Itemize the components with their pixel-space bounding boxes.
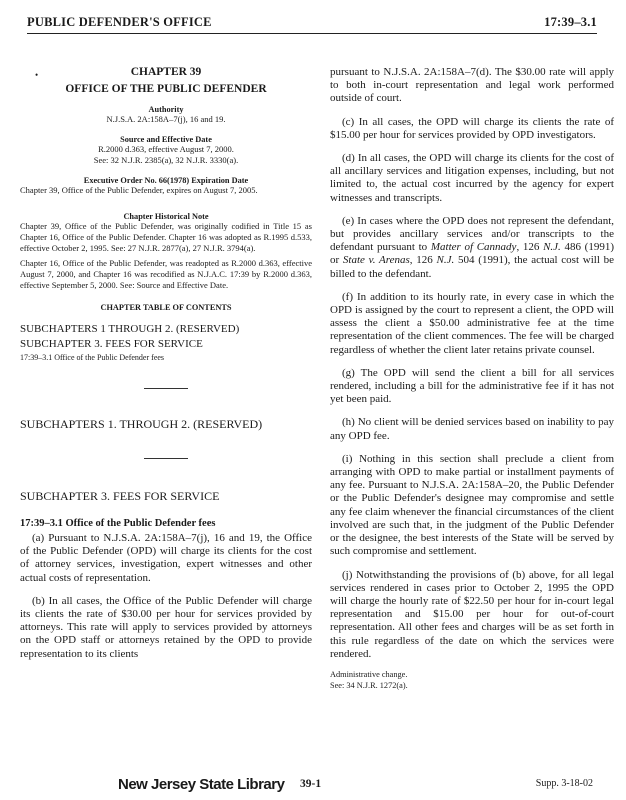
reporter-citation: N.J.: [543, 241, 561, 254]
toc-subchapters-1-2: SUBCHAPTERS 1 THROUGH 2. (RESERVED): [20, 323, 240, 335]
executive-order-heading: Executive Order No. 66(1978) Expiration Date: [83, 176, 249, 185]
historical-note-heading: Chapter Historical Note: [123, 212, 209, 221]
toc-section-3-1: 17:39–3.1 Office of the Public Defender fees: [20, 353, 165, 362]
toc-subchapter-3: SUBCHAPTER 3. FEES FOR SERVICE: [20, 338, 203, 350]
chapter-number: CHAPTER 39: [130, 66, 202, 78]
source-text-2: See: 32 N.J.R. 2385(a), 32 N.J.R. 3330(a).: [93, 155, 239, 165]
paragraph-d: (d) In all cases, the OPD will charge its clients for the cost of all ancillary services and litigation expenses, including, but not limited to, the actual cost incurred by the agency for expert witnesses and transcripts.: [330, 152, 614, 204]
paragraph-b: (b) In all cases, the Office of the Public Defender will charge its clients the rate of $30.00 per hour for services provided by attorneys. This rate will apply to services provided by attorneys on the OPD staff or attorneys retained by the OPD to provide representation to its clients: [20, 594, 312, 660]
paragraph-h: (h) No client will be denied services based on inability to pay any OPD fee.: [330, 416, 614, 442]
source-text-1: R.2000 d.363, effective August 7, 2000.: [98, 144, 234, 154]
reporter-citation: N.J.: [436, 254, 455, 267]
paragraph-e-text: 504 (1991), the actual cost will be billed to the defendant.: [330, 254, 615, 280]
administrative-change: Administrative change.: [330, 669, 408, 679]
paragraph-e: [330, 215, 614, 281]
paragraph-b-continued: pursuant to N.J.S.A. 2A:158A–7(d). The $30.00 rate will apply to both in-court representation and legal work performed outside of court.: [330, 66, 614, 105]
paragraph-f: (f) In addition to its hourly rate, in every case in which the OPD is assigned by the court to represent a client, the OPD will assess the client a $50.00 administrative fee at the time representation of the client commences. The fee will be charged regardless of whether the client later retains private counsel.: [330, 290, 614, 356]
divider: [144, 388, 188, 389]
case-citation: Matter of Cannady: [430, 241, 517, 254]
paragraph-c: (c) In all cases, the OPD will charge its clients the rate of $15.00 per hour for services provided by OPD investigators.: [330, 115, 614, 141]
toc-heading: CHAPTER TABLE OF CONTENTS: [100, 303, 232, 312]
paragraph-e-text: 486 (1991) or: [330, 241, 615, 267]
administrative-change-citation: See: 34 N.J.R. 1272(a).: [330, 680, 408, 690]
historical-note-2: Chapter 16, Office of the Public Defender, was readopted as R.2000 d.363, effective August 7, 2000, and Chapter 16 was recodified as N.J.A.C. 17:39 by R.2000 d.363, effective September 5, 2000. See: Source and Effective Date.: [20, 258, 312, 290]
library-watermark: New Jersey State Library: [118, 776, 285, 793]
chapter-title: OFFICE OF THE PUBLIC DEFENDER: [65, 83, 267, 95]
paragraph-g: (g) The OPD will send the client a bill for all services rendered, including a bill for the administrative fee if it has not yet been paid.: [330, 366, 614, 406]
paragraph-e-text: , 126: [516, 241, 544, 254]
header-section-number: 17:39–3.1: [544, 15, 597, 29]
paragraph-a: (a) Pursuant to N.J.S.A. 2A:158A–7(j), 16 and 19, the Office of the Public Defender (OPD) will charge its clients for the cost of attorney services, investigation, expert witnesses and other actual costs of representation.: [20, 532, 312, 584]
paragraph-e-text: , 126: [409, 254, 437, 267]
margin-mark: •: [35, 70, 39, 80]
paragraph-j: (j) Notwithstanding the provisions of (b) above, for all legal services rendered in cases prior to October 2, 1995 the OPD will charge the hourly rate of $22.50 per hour for in-court legal representation and $15.00 per hour for out-of-court representation. All other fees and charges will be as set forth in this rule regardless of the date on which the services were rendered.: [330, 568, 614, 660]
historical-note-1: Chapter 39, Office of the Public Defender, was originally codified in Title 15 as Chapter 16, Office of the Public Defender. Chapter 16 was adopted as R.1995 d.533, effective October 2, 1995. See: 27 N.J.R. 2877(a), 27 N.J.R. 3794(a).: [20, 221, 312, 253]
section-heading: 17:39–3.1 Office of the Public Defender fees: [20, 518, 216, 529]
right-column: [330, 66, 614, 691]
header-title: PUBLIC DEFENDER'S OFFICE: [27, 15, 212, 29]
running-header: [27, 15, 597, 31]
paragraph-e-text: (e) In cases where the OPD does not represent the defendant, but provides ancillary services and/or transcripts to the defendant pursuant to: [330, 214, 614, 254]
subchapters-1-2-heading: SUBCHAPTERS 1. THROUGH 2. (RESERVED): [20, 417, 263, 431]
executive-order-text: Chapter 39, Office of the Public Defender, expires on August 7, 2005.: [20, 185, 258, 195]
paragraph-i: (i) Nothing in this section shall preclude a client from arranging with OPD to make partial or installment payments of any fee. Pursuant to N.J.S.A. 2A:158A–20, the Public Defender or the Public Defender's designee may compromise and settle any fee claim whenever the financial circumstances of the client involved are such that, in the judgment of the Public Defender or the designee, the best interests of the State will be served by such compromise and settlement.: [330, 452, 614, 558]
left-column: [20, 66, 312, 661]
case-citation: State v. Arenas: [342, 254, 410, 267]
source-heading: Source and Effective Date: [120, 135, 212, 144]
authority-heading: Authority: [148, 105, 184, 114]
divider: [144, 458, 188, 459]
subchapter-3-heading: SUBCHAPTER 3. FEES FOR SERVICE: [20, 489, 220, 503]
authority-text: N.J.S.A. 2A:158A–7(j), 16 and 19.: [106, 114, 226, 124]
supplement-date: Supp. 3-18-02: [535, 778, 593, 789]
page-number: 39-1: [300, 778, 322, 790]
header-rule: [27, 33, 597, 34]
